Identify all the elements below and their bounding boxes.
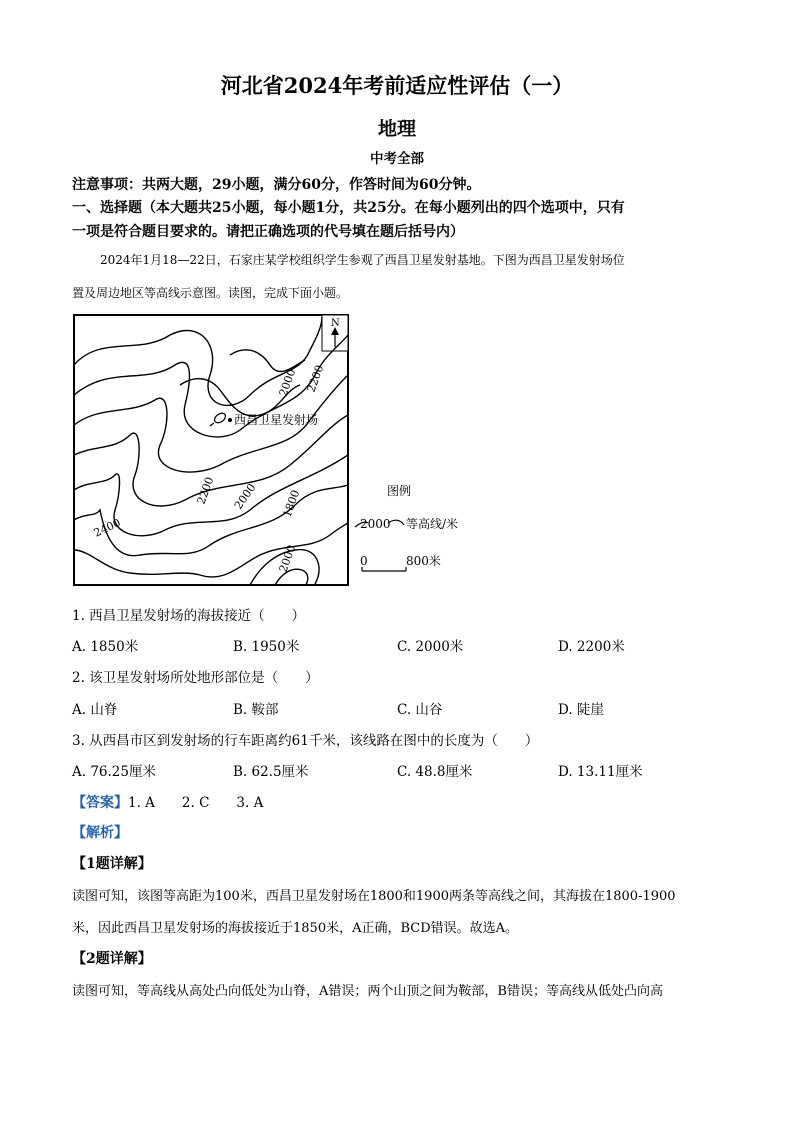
detail-1-line1: 读图可知，该图等高距为100米，西昌卫星发射场在1800和1900两条等高线之间，其海拔在1800-1900: [72, 889, 676, 904]
question-1-stem: 1. 西昌卫星发射场的海拔接近（ ）: [72, 608, 306, 624]
question-3-option-a: A. 76.25厘米: [72, 764, 156, 780]
north-label: N: [331, 318, 340, 329]
intro-line2: 置及周边地区等高线示意图。读图，完成下面小题。: [72, 286, 349, 300]
rocket-icon: [210, 411, 232, 426]
page-title: 河北省2024年考前适应性评估（一）: [220, 73, 574, 98]
question-3-option-d: D. 13.11厘米: [558, 764, 643, 780]
scale-zero: 0: [360, 554, 368, 568]
question-2-option-a: A. 山脊: [72, 702, 118, 718]
section1-line2: 一项是符合题目要求的。请把正确选项的代号填在题后括号内）: [72, 224, 464, 240]
intro-line1: 2024年1月18—22日，石家庄某学校组织学生参观了西昌卫星发射基地。下图为西昌卫星发射场位: [100, 253, 625, 267]
question-1-option-a: A. 1850米: [72, 639, 139, 655]
contour-label: 2000: [231, 481, 259, 512]
answer-label: 【答案】: [72, 795, 128, 811]
scale-end: 800米: [406, 554, 441, 568]
question-2-option-d: D. 陡崖: [558, 702, 604, 718]
question-2-option-c: C. 山谷: [397, 702, 443, 718]
analysis-label: 【解析】: [72, 825, 128, 841]
detail-1-head: 【1题详解】: [72, 856, 152, 872]
question-1-option-b: B. 1950米: [233, 639, 300, 655]
legend-contour-value: 2000: [360, 517, 391, 531]
scope-label: 中考全部: [370, 151, 424, 167]
contour-label: 1800: [280, 488, 303, 520]
contour-lines: [74, 317, 348, 585]
question-3-option-c: C. 48.8厘米: [397, 764, 473, 780]
contour-label: 2400: [91, 516, 123, 540]
contour-label: 2000: [276, 367, 299, 399]
contour-label: 2200: [194, 475, 217, 507]
question-2-option-b: B. 鞍部: [233, 702, 279, 718]
section1-line1: 一、选择题（本大题共25小题，每小题1分，共25分。在每小题列出的四个选项中，只有: [72, 200, 625, 216]
detail-2-head: 【2题详解】: [72, 951, 152, 967]
contour-map-figure: [60, 305, 460, 595]
question-3-option-b: B. 62.5厘米: [233, 764, 309, 780]
legend-title: 图例: [387, 484, 412, 498]
notice-text: 注意事项：共两大题，29小题，满分60分，作答时间为60分钟。: [72, 177, 481, 193]
answer-block: [72, 791, 263, 812]
question-1-option-d: D. 2200米: [558, 639, 625, 655]
contour-label: 2000: [276, 543, 299, 575]
question-3-stem: 3. 从西昌市区到发射场的行车距离约61千米，该线路在图中的长度为（ ）: [72, 733, 539, 749]
subject-title: 地理: [377, 118, 416, 140]
question-1-option-c: C. 2000米: [397, 639, 464, 655]
scale-bar: [362, 567, 406, 571]
question-2-stem: 2. 该卫星发射场所处地形部位是（ ）: [72, 670, 319, 686]
site-label: 西昌卫星发射场: [234, 413, 319, 427]
detail-1-line2: 米，因此西昌卫星发射场的海拔接近于1850米，A正确，BCD错误。故选A。: [72, 921, 519, 936]
legend-contour-text: 等高线/米: [406, 517, 459, 531]
answer-text: 1. A 2. C 3. A: [128, 795, 264, 811]
contour-label: 2200: [304, 363, 327, 395]
detail-2-line1: 读图可知，等高线从高处凸向低处为山脊，A错误；两个山顶之间为鞍部，B错误；等高线从低处凸向高: [72, 984, 663, 999]
